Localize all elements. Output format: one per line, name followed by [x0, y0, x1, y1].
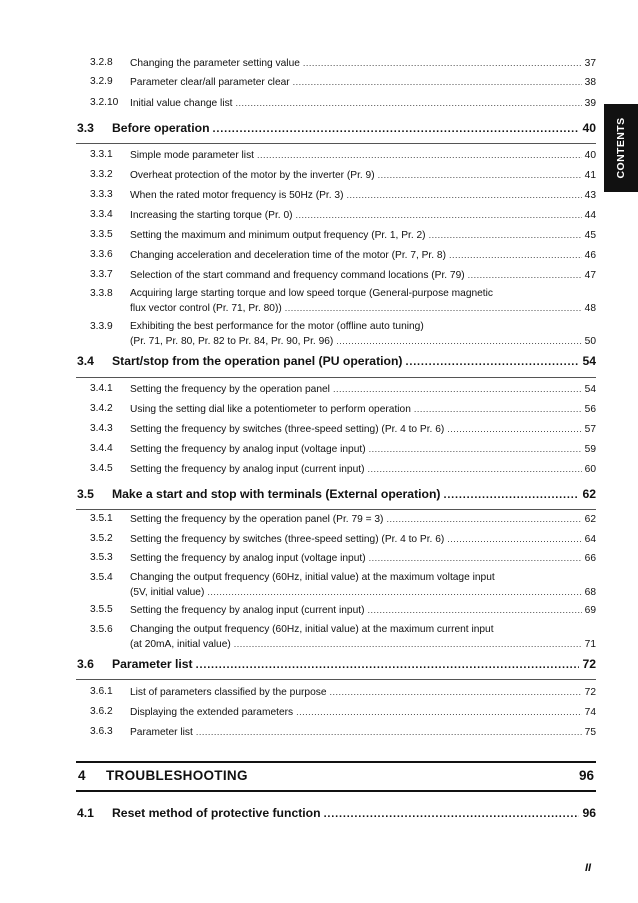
section-divider: [76, 143, 596, 144]
entry-title: (at 20mA, initial value): [130, 639, 231, 650]
entry-line: [130, 168, 596, 183]
dot-leader: [429, 228, 582, 242]
entry-page: 62: [584, 514, 596, 525]
entry-title: Setting the frequency by analog input (current input): [130, 605, 365, 616]
entry-body: [130, 188, 596, 203]
section-title: Before operation: [112, 121, 210, 135]
entry-line: [112, 120, 596, 137]
entry-body: [130, 248, 596, 263]
chapter-page: 96: [578, 768, 594, 783]
entry-number: 3.2.9: [90, 76, 113, 87]
entry-line: [112, 486, 596, 503]
section-title: Reset method of protective function: [112, 806, 321, 820]
dot-leader: [447, 422, 581, 436]
dot-leader: [303, 56, 582, 70]
entry-title: Parameter clear/all parameter clear: [130, 77, 290, 88]
section-page: 96: [582, 806, 596, 820]
entry-line: [130, 685, 596, 700]
entry-line: [130, 402, 596, 417]
section-page: 54: [582, 354, 596, 368]
entry-line: [112, 353, 596, 370]
entry-page: 56: [584, 404, 596, 415]
entry-line: [130, 462, 596, 477]
entry-title: Selection of the start command and frequency command locations (Pr. 79): [130, 270, 465, 281]
entry-page: 75: [584, 727, 596, 738]
entry-number: 3.3.6: [90, 249, 113, 260]
entry-line: [130, 585, 596, 600]
entry-line: [130, 268, 596, 283]
section-divider: [76, 509, 596, 510]
entry-line: [130, 725, 596, 740]
entry-body: [112, 656, 596, 673]
entry-line: [130, 320, 596, 334]
dot-leader: [196, 725, 582, 739]
dot-leader: [196, 657, 580, 673]
section-title: Make a start and stop with terminals (External operation): [112, 487, 441, 501]
dot-leader: [296, 705, 582, 719]
entry-page: 38: [584, 77, 596, 88]
dot-leader: [405, 354, 579, 370]
entry-title: Using the setting dial like a potentiometer to perform operation: [130, 404, 411, 415]
entry-line: [130, 532, 596, 547]
entry-page: 47: [584, 270, 596, 281]
entry-line: [130, 56, 596, 71]
entry-body: [130, 422, 596, 437]
entry-body: [130, 685, 596, 700]
entry-page: 37: [584, 58, 596, 69]
entry-page: 72: [584, 687, 596, 698]
entry-title: When the rated motor frequency is 50Hz (Pr. 3): [130, 190, 344, 201]
entry-title: Setting the frequency by analog input (voltage input): [130, 444, 366, 455]
entry-body: [130, 725, 596, 740]
entry-page: 50: [584, 336, 596, 347]
entry-title: Increasing the starting torque (Pr. 0): [130, 210, 293, 221]
entry-page: 60: [584, 464, 596, 475]
dot-leader: [285, 301, 582, 315]
page-number: II: [585, 862, 592, 874]
section-number: 3.5: [77, 487, 94, 501]
entry-title: (Pr. 71, Pr. 80, Pr. 82 to Pr. 84, Pr. 90, Pr. 96): [130, 336, 334, 347]
dot-leader: [367, 603, 581, 617]
section-number: 4.1: [77, 806, 94, 820]
entry-number: 3.3.7: [90, 269, 113, 280]
entry-number: 3.3.5: [90, 229, 113, 240]
entry-body: [130, 382, 596, 397]
entry-body: [130, 462, 596, 477]
section-page: 62: [582, 487, 596, 501]
entry-body: [130, 512, 596, 527]
entry-number: 3.5.6: [90, 624, 113, 635]
entry-page: 59: [584, 444, 596, 455]
dot-leader: [296, 208, 582, 222]
entry-body: [130, 402, 596, 417]
entry-body: [130, 532, 596, 547]
entry-line: [130, 287, 596, 301]
entry-line: [130, 148, 596, 163]
entry-line: [130, 382, 596, 397]
entry-number: 3.3.9: [90, 321, 113, 332]
entry-number: 3.6.3: [90, 726, 113, 737]
entry-body: [130, 268, 596, 283]
entry-line: [130, 248, 596, 263]
section-number: 3.4: [77, 354, 94, 368]
entry-title: Setting the frequency by the operation panel (Pr. 79 = 3): [130, 514, 384, 525]
entry-page: 45: [584, 230, 596, 241]
entry-number: 3.5.5: [90, 604, 113, 615]
dot-leader: [236, 96, 582, 110]
dot-leader: [234, 637, 582, 651]
chapter-heading[interactable]: [76, 761, 596, 792]
entry-line: [112, 656, 596, 673]
entry-body: [130, 208, 596, 223]
dot-leader: [213, 121, 580, 137]
entry-number: 3.6.2: [90, 706, 113, 717]
entry-page: 64: [584, 534, 596, 545]
side-tab-label: CONTENTS: [615, 117, 627, 179]
dot-leader: [324, 806, 580, 822]
entry-number: 3.3.2: [90, 169, 113, 180]
entry-title: Exhibiting the best performance for the motor (offline auto tuning): [130, 321, 424, 332]
section-divider: [76, 377, 596, 378]
entry-title: Changing acceleration and deceleration time of the motor (Pr. 7, Pr. 8): [130, 250, 446, 261]
entry-number: 3.3.3: [90, 189, 113, 200]
entry-line: [130, 422, 596, 437]
dot-leader: [369, 442, 582, 456]
chapter-title: TROUBLESHOOTING: [106, 768, 248, 783]
entry-number: 3.2.10: [90, 97, 119, 108]
entry-number: 3.3.1: [90, 149, 113, 160]
entry-body: [130, 148, 596, 163]
entry-page: 41: [584, 170, 596, 181]
entry-title: Overheat protection of the motor by the inverter (Pr. 9): [130, 170, 375, 181]
entry-page: 54: [584, 384, 596, 395]
dot-leader: [346, 188, 581, 202]
section-title: Parameter list: [112, 657, 193, 671]
entry-body: [130, 320, 596, 349]
dot-leader: [449, 248, 582, 262]
section-number: 3.6: [77, 657, 94, 671]
entry-title: Setting the frequency by analog input (current input): [130, 464, 365, 475]
entry-page: 66: [584, 553, 596, 564]
entry-page: 44: [584, 210, 596, 221]
entry-body: [112, 120, 596, 137]
entry-number: 3.3.8: [90, 288, 113, 299]
entry-body: [130, 75, 596, 90]
dot-leader: [293, 75, 582, 89]
entry-title: Setting the maximum and minimum output frequency (Pr. 1, Pr. 2): [130, 230, 426, 241]
entry-page: 40: [584, 150, 596, 161]
dot-leader: [330, 685, 582, 699]
entry-title: flux vector control (Pr. 71, Pr. 80)): [130, 303, 282, 314]
entry-number: 3.4.5: [90, 463, 113, 474]
dot-leader: [378, 168, 582, 182]
entry-line: [130, 75, 596, 90]
entry-body: [130, 442, 596, 457]
entry-line: [130, 623, 596, 637]
dot-leader: [333, 382, 582, 396]
dot-leader: [386, 512, 581, 526]
entry-body: [112, 486, 596, 503]
entry-page: 71: [584, 639, 596, 650]
entry-title: Setting the frequency by analog input (voltage input): [130, 553, 366, 564]
entry-page: 69: [584, 605, 596, 616]
entry-title: Displaying the extended parameters: [130, 707, 294, 718]
section-line: [112, 805, 596, 822]
entry-number: 3.4.3: [90, 423, 113, 434]
entry-body: [112, 353, 596, 370]
entry-line: [130, 334, 596, 349]
entry-number: 3.2.8: [90, 57, 113, 68]
entry-title: Changing the parameter setting value: [130, 58, 300, 69]
entry-line: [130, 603, 596, 618]
entry-number: 3.5.3: [90, 552, 113, 563]
entry-body: [130, 571, 596, 600]
entry-line: [130, 512, 596, 527]
entry-number: 3.6.1: [90, 686, 113, 697]
entry-number: 3.5.2: [90, 533, 113, 544]
entry-page: 39: [584, 98, 596, 109]
section-divider: [76, 679, 596, 680]
chapter-number: 4: [78, 768, 86, 783]
entry-number: 3.4.2: [90, 403, 113, 414]
entry-title: Parameter list: [130, 727, 193, 738]
entry-line: [130, 571, 596, 585]
entry-title: Acquiring large starting torque and low speed torque (General-purpose magnetic: [130, 288, 493, 299]
section-number: 3.3: [77, 121, 94, 135]
dot-leader: [207, 585, 581, 599]
entry-body: [130, 623, 596, 652]
entry-line: [130, 208, 596, 223]
entry-page: 46: [584, 250, 596, 261]
entry-title: List of parameters classified by the purpose: [130, 687, 327, 698]
entry-line: [130, 301, 596, 316]
entry-line: [130, 637, 596, 652]
entry-title: Setting the frequency by switches (three-speed setting) (Pr. 4 to Pr. 6): [130, 534, 445, 545]
entry-number: 3.4.4: [90, 443, 113, 454]
entry-line: [130, 96, 596, 111]
dot-leader: [369, 551, 582, 565]
entry-line: [130, 442, 596, 457]
entry-page: 57: [584, 424, 596, 435]
entry-title: Changing the output frequency (60Hz, initial value) at the maximum voltage input: [130, 572, 495, 583]
section-title: Start/stop from the operation panel (PU operation): [112, 354, 403, 368]
entry-body: [130, 56, 596, 71]
entry-body: [130, 287, 596, 316]
dot-leader: [443, 487, 579, 503]
dot-leader: [468, 268, 582, 282]
entry-number: 3.5.4: [90, 572, 113, 583]
section-page: 40: [582, 121, 596, 135]
entry-body: [130, 228, 596, 243]
entry-body: [130, 603, 596, 618]
section-page: 72: [582, 657, 596, 671]
entry-title: Initial value change list: [130, 98, 233, 109]
entry-body: [130, 551, 596, 566]
entry-page: 74: [584, 707, 596, 718]
dot-leader: [336, 334, 581, 348]
dot-leader: [447, 532, 581, 546]
entry-number: 3.4.1: [90, 383, 113, 394]
entry-title: Changing the output frequency (60Hz, initial value) at the maximum current input: [130, 624, 494, 635]
entry-page: 68: [584, 587, 596, 598]
entry-number: 3.5.1: [90, 513, 113, 524]
section-body: [112, 805, 596, 822]
entry-page: 48: [584, 303, 596, 314]
entry-number: 3.3.4: [90, 209, 113, 220]
dot-leader: [367, 462, 581, 476]
entry-line: [130, 705, 596, 720]
entry-title: Simple mode parameter list: [130, 150, 254, 161]
entry-line: [130, 551, 596, 566]
entry-title: Setting the frequency by the operation panel: [130, 384, 330, 395]
entry-line: [130, 228, 596, 243]
entry-line: [130, 188, 596, 203]
dot-leader: [257, 148, 582, 162]
entry-title: (5V, initial value): [130, 587, 205, 598]
entry-body: [130, 168, 596, 183]
entry-title: Setting the frequency by switches (three-speed setting) (Pr. 4 to Pr. 6): [130, 424, 445, 435]
entry-page: 43: [584, 190, 596, 201]
dot-leader: [414, 402, 582, 416]
entry-body: [130, 705, 596, 720]
entry-body: [130, 96, 596, 111]
